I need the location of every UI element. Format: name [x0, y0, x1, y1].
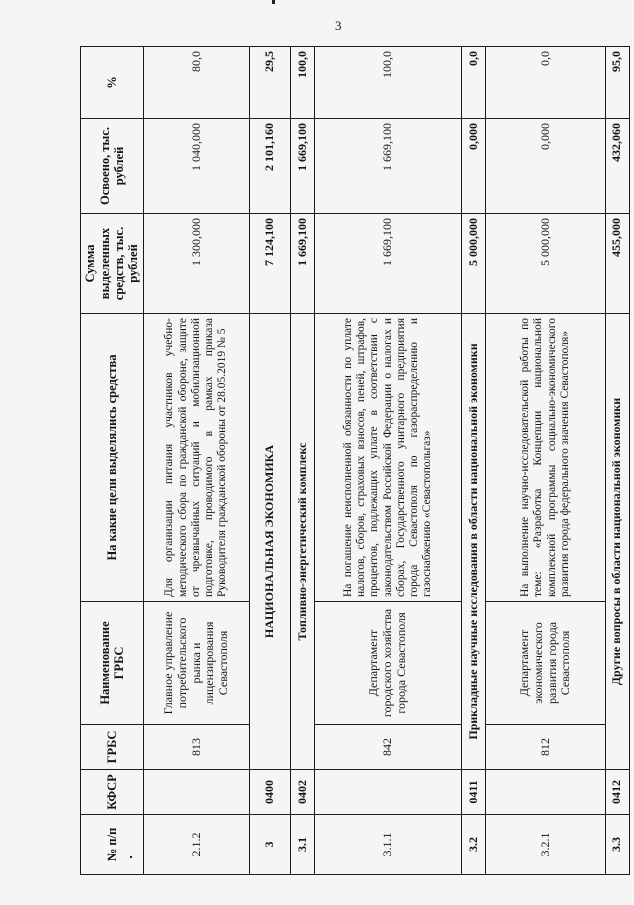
row-percent: 80,0	[144, 47, 250, 119]
header-purpose: На какие цели выделялись средства	[81, 314, 144, 602]
row-allocated: 5 000,000	[486, 214, 605, 314]
scan-mark-top	[272, 0, 275, 4]
row-percent: 0,0	[486, 47, 605, 119]
row-grbs: 813	[144, 725, 250, 770]
table-row	[144, 47, 250, 875]
row-spent: 432,060	[605, 119, 629, 214]
row-spent: 0,000	[462, 119, 486, 214]
section-row	[290, 47, 314, 875]
row-num: 3.2	[462, 815, 486, 875]
row-allocated: 1 669,100	[290, 214, 314, 314]
section-row	[250, 47, 291, 875]
header-kfsr: КФСР	[81, 770, 144, 815]
row-num: 3.3	[605, 815, 629, 875]
row-num: 3.2.1	[486, 815, 605, 875]
rotated-table-container	[80, 47, 630, 875]
row-spent: 1 040,000	[144, 119, 250, 214]
row-kfsr	[315, 770, 462, 815]
row-spent: 1 669,100	[290, 119, 314, 214]
row-purpose: Для организации питания участников учебно-методического сбора по гражданской обороне, защите от чрезвычайных ситуаций и мобилизационной подготовке, проводимого в рамках приказа Руководителя гражданской обороны от 28.05.2019 № 5	[144, 314, 250, 602]
row-spent: 0,000	[486, 119, 605, 214]
row-percent: 100,0	[315, 47, 462, 119]
section-title: Другие вопросы в области национальной экономики	[605, 314, 629, 770]
row-allocated: 1 669,100	[315, 214, 462, 314]
row-kfsr	[486, 770, 605, 815]
row-grbs-name: Главное управление потребительского рынка и лицензирования Севастополя	[144, 602, 250, 725]
header-percent: %	[81, 47, 144, 119]
row-kfsr: 0412	[605, 770, 629, 815]
row-allocated: 5 000,000	[462, 214, 486, 314]
row-purpose: На выполнение научно-исследовательской работы по теме: «Разработка Концепции национальной комплексной программы социально-экономического развития города федерального значения Севастополя»	[486, 314, 605, 602]
page-number: 3	[335, 18, 342, 33]
row-num: 3	[250, 815, 291, 875]
table-row	[315, 47, 462, 875]
row-allocated: 1 300,000	[144, 214, 250, 314]
header-grbs: ГРБС	[81, 725, 144, 770]
section-title: НАЦИОНАЛЬНАЯ ЭКОНОМИКА	[250, 314, 291, 770]
row-percent: 29,5	[250, 47, 291, 119]
row-kfsr: 0402	[290, 770, 314, 815]
row-grbs: 842	[315, 725, 462, 770]
row-spent: 2 101,160	[250, 119, 291, 214]
row-kfsr: 0400	[250, 770, 291, 815]
row-kfsr: 0411	[462, 770, 486, 815]
row-grbs-name: Департамент экономического развития города Севастополя	[486, 602, 605, 725]
row-allocated: 7 124,100	[250, 214, 291, 314]
section-row	[462, 47, 486, 875]
row-grbs: 812	[486, 725, 605, 770]
header-row	[81, 47, 144, 875]
row-purpose: На погашение неисполненной обязанности по уплате налогов, сборов, страховых взносов, пеней, штрафов, процентов, подлежащих уплате в соответствии с законодательством Российской Федерации о налогах и сборах, Государственного унитарного предприятия города Севастополя по газораспределению и газоснабжению «Севастопольгаз»	[315, 314, 462, 602]
section-title: Прикладные научные исследования в области национальной экономики	[462, 314, 486, 770]
table-row	[486, 47, 605, 875]
header-num: № п/п	[81, 815, 144, 875]
row-allocated: 455,000	[605, 214, 629, 314]
header-spent: Освоено, тыс. рублей	[81, 119, 144, 214]
header-grbs-name: Наименование ГРБС	[81, 602, 144, 725]
budget-table	[80, 46, 630, 875]
header-allocated: Сумма выделенных средств, тыс. рублей	[81, 214, 144, 314]
row-grbs-name: Департамент городского хозяйства города Севастополя	[315, 602, 462, 725]
row-percent: 95,0	[605, 47, 629, 119]
row-num: 3.1.1	[315, 815, 462, 875]
row-num: 3.1	[290, 815, 314, 875]
section-row	[605, 47, 629, 875]
row-percent: 0,0	[462, 47, 486, 119]
row-percent: 100,0	[290, 47, 314, 119]
row-num: 2.1.2	[144, 815, 250, 875]
row-spent: 1 669,100	[315, 119, 462, 214]
row-kfsr	[144, 770, 250, 815]
section-title: Топливно-энергетический комплекс	[290, 314, 314, 770]
